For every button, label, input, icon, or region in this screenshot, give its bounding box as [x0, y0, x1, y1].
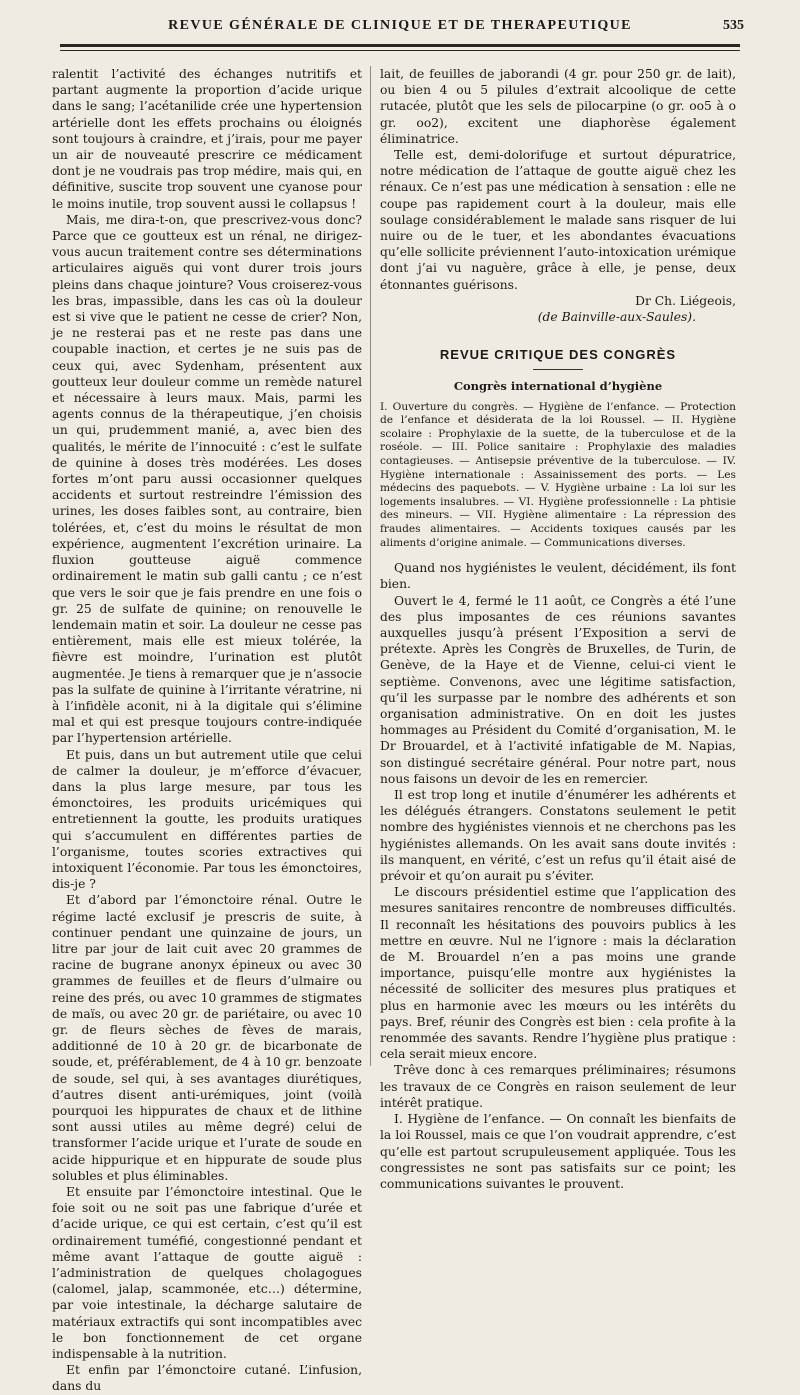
header-rule-thick	[60, 44, 740, 47]
page-header	[60, 14, 744, 44]
left-column	[52, 66, 362, 1394]
section-title: REVUE CRITIQUE DES CONGRÈS	[439, 347, 677, 363]
running-title: REVUE GÉNÉRALE DE CLINIQUE ET DE THERAPEUTIQUE	[168, 18, 632, 33]
author-signature: Dr Ch. Liégeois,	[635, 293, 736, 308]
left-paragraph-5: Et ensuite par l’émonctoire intestinal. Que le foie soit ou ne soit pas une fabrique d’urée et d’acide urique, ce qui est certain, c’est qu’il est ordinairement tuméfié, congestionné pendant et même avant l’attaque de goutte aiguë : l’administration de quelques cholagogues (calomel, jalap, scammonée, etc…) détermine, par voie intestinale, la décharge salutaire de matériaux extractifs qui sont incompatibles avec le bon fonctionnement de cet organe indispensable à la nutrition.	[52, 1185, 362, 1362]
congress-title: Congrès international d’hygiène	[453, 379, 663, 394]
right-paragraph-6: Le discours présidentiel estime que l’application des mesures sanitaires rencontre de nombreuses difficultés. Il reconnaît les hésitations des pouvoirs publics à les mettre en œuvre. Nul ne l’ignore : mais la déclaration de M. Brouardel n’en a pas moins une grande importance, puisqu’elle montre aux hygiénistes la nécessité de solliciter des mesures plus pratiques et plus en harmonie avec les mœurs ou les intérêts du pays. Bref, réunir des Congrès est bien : cela profite à la renommée des savants. Rendre l’hygiène plus pratique : cela serait mieux encore.	[380, 885, 736, 1062]
left-paragraph-1: ralentit l’activité des échanges nutritifs et partant augmente la proportion d’acide urique dans le sang; l’acétanilide crée une hypertension artérielle dont les effets prochains ou éloignés sont toujours à craindre, et j’irais, pour me payer un air de nouveauté prescrire ce médicament dont je ne voudrais pas trop médire, mais qui, en définitive, suscite trop souvent une cyanose pour le moins inutile, trop souvent aussi le collapsus !	[52, 67, 362, 211]
right-paragraph-8: I. Hygiène de l’enfance. — On connaît les bienfaits de la loi Roussel, mais ce que l’on voudrait apprendre, c’est qu’elle est partout scrupuleusement appliquée. Tous les congressistes ne sont pas satisfaits sur ce point; les communications suivantes le prouvent.	[380, 1112, 736, 1191]
right-paragraph-5: Il est trop long et inutile d’énumérer les adhérents et les délégués étrangers. Constatons seulement le petit nombre des hygiénistes viennois et ne cherchons pas les hygiénistes allemands. On les avait sans doute invités : ils manquent, en vérité, c’est un refus qu’il était aisé de prévoir et qu’on aurait pu s’éviter.	[380, 788, 736, 884]
left-paragraph-4: Et d’abord par l’émonctoire rénal. Outre le régime lacté exclusif je prescris de suite, à continuer pendant une quinzaine de jours, un litre par jour de lait cuit avec 20 grammes de racine de bugrane anonyx épineux ou avec 30 grammes de feuilles et de fleurs d’ulmaire ou reine des prés, ou avec 10 grammes de stigmates de maïs, ou avec 20 gr. de pariétaire, ou avec 10 gr. de fleurs sèches de fèves de marais, additionné de 10 à 20 gr. de bicarbonate de soude, et, préférablement, de 4 à 10 gr. benzoate de soude, sel qui, à ses avantages diurétiques, d’autres disent anti-urémiques, joint (voilà pourquoi les hippurates de chaux et de lithine sont aussi utiles au même degré) celui de transformer l’acide urique et l’urate de soude en acide hippurique et en hippurate de soude plus solubles et plus éliminables.	[52, 893, 362, 1183]
section-rule	[533, 369, 583, 370]
left-paragraph-6: Et enfin par l’émonctoire cutané. L’infusion, dans du	[52, 1363, 362, 1394]
header-rule-thin	[60, 50, 740, 51]
right-paragraph-7: Trêve donc à ces remarques préliminaires; résumons les travaux de ce Congrès en raison seulement de leur intérêt pratique.	[380, 1063, 736, 1110]
column-divider	[370, 66, 371, 1066]
author-place: (de Bainville-aux-Saules).	[537, 310, 696, 325]
congress-summary: I. Ouverture du congrès. — Hygiène de l’enfance. — Protection de l’enfance et désiderata de la loi Roussel. — II. Hygiène scolaire : Prophylaxie de la suette, de la tuberculose et de la roséole. — III. Police sanitaire : Prophylaxie des maladies contagieuses. — Antisepsie préventive de la tuberculose. — IV. Hygiène internationale : Assainissement des ports. — Les médecins des paquebots. — V. Hygiène urbaine : La loi sur les logements insalubres. — VI. Hygiène professionnelle : La phtisie des mineurs. — VII. Hygiène alimentaire : La répression des fraudes alimentaires. — Accidents toxiques causés par les aliments d’origine animale. — Communications diverses.	[380, 400, 736, 549]
left-paragraph-2: Mais, me dira-t-on, que prescrivez-vous donc? Parce que ce goutteux est un rénal, ne dirigez-vous aucun traitement contre ses déterminations articulaires aiguës qui vont durer trois jours pleins dans chaque jointure? Vous croiserez-vous les bras, impassible, dans les cas où la douleur est si vive que le patient ne cesse de crier? Non, je ne resterai pas et ne reste pas dans une coupable inaction, et certes je ne suis pas de ceux qui, avec Sydenham, présentent aux goutteux leur douleur comme un remède naturel et nécessaire à leurs maux. Mais, parmi les agents connus de la thérapeutique, j’en choisis un qui, prudemment manié, a, avec bien des qualités, le mérite de l’innocuité : c’est le sulfate de quinine à doses très modérées. Les doses fortes m’ont paru aussi occasionner quelques accidents et surtout restreindre l’émission des urines, les doses faibles sont, au contraire, bien tolérées, et, c’est du moins le résultat de mon expérience, augmentent l’excrétion urinaire. La fluxion goutteuse aiguë commence ordinairement le matin sub galli cantu ; ce n’est que vers le soir que je fais prendre en une fois o gr. 25 de sulfate de quinine; on renouvelle le lendemain matin et soir. La douleur ne cesse pas entièrement, mais elle est mieux tolérée, la fièvre est moindre, l’urination est plutôt augmentée. Je tiens à remarquer que je n’associe pas la sulfate de quinine à l’irritante vératrine, ni à l’infidèle aconit, ni à la digitale qui s’élimine mal et qui est presque toujours contre-indiquée par l’hypertension artérielle.	[52, 212, 362, 746]
left-paragraph-3: Et puis, dans un but autrement utile que celui de calmer la douleur, je m’efforce d’évacuer, dans la plus large mesure, par tous les émonctoires, les produits uricémiques qui entretiennent la goutte, les produits uratiques qui s’accumulent en différentes parties de l’organisme, toutes scories extractives qui intoxiquent l’économie. Par tous les émonctoires, dis-je ?	[52, 747, 362, 892]
right-paragraph-2: Telle est, demi-dolorifuge et surtout dépuratrice, notre médication de l’attaque de goutte aiguë chez les rénaux. Ce n’est pas une médication à sensation : elle ne coupe pas rapidement court à la douleur, mais elle soulage considérablement le malade sans risquer de lui nuire ou de le tuer, et les abondantes évacuations qu’elle sollicite préviennent l’auto-intoxication urémique dont j’ai vu naguère, grâce à elle, je pense, deux étonnantes guérisons.	[380, 148, 736, 292]
page-number: 535	[723, 18, 744, 33]
right-paragraph-3: Quand nos hygiénistes le veulent, décidément, ils font bien.	[380, 561, 736, 592]
right-paragraph-4: Ouvert le 4, fermé le 11 août, ce Congrès a été l’une des plus imposantes de ces réunions savantes auxquelles jusqu’à présent l’Exposition a servi de prétexte. Après les Congrès de Bruxelles, de Turin, de Genève, de la Haye et de Vienne, celui-ci vient le septième. Convenons, avec une légitime satisfaction, qu’il les surpasse par le nombre des adhérents et son organisation administrative. On en doit les justes hommages au Président du Comité d’organisation, M. le Dr Brouardel, et à l’activité infatigable de M. Napias, son distingué secrétaire général. Pour notre part, nous nous faisons un devoir de les en remercier.	[380, 593, 736, 786]
right-paragraph-1: lait, de feuilles de jaborandi (4 gr. pour 250 gr. de lait), ou bien 4 ou 5 pilules d’extrait alcoolique de cette rutacée, plutôt que les sels de pilocarpine (o gr. oo5 à o gr. oo2), excitent une diaphorèse également éliminatrice.	[380, 67, 736, 146]
right-column	[380, 66, 736, 1191]
